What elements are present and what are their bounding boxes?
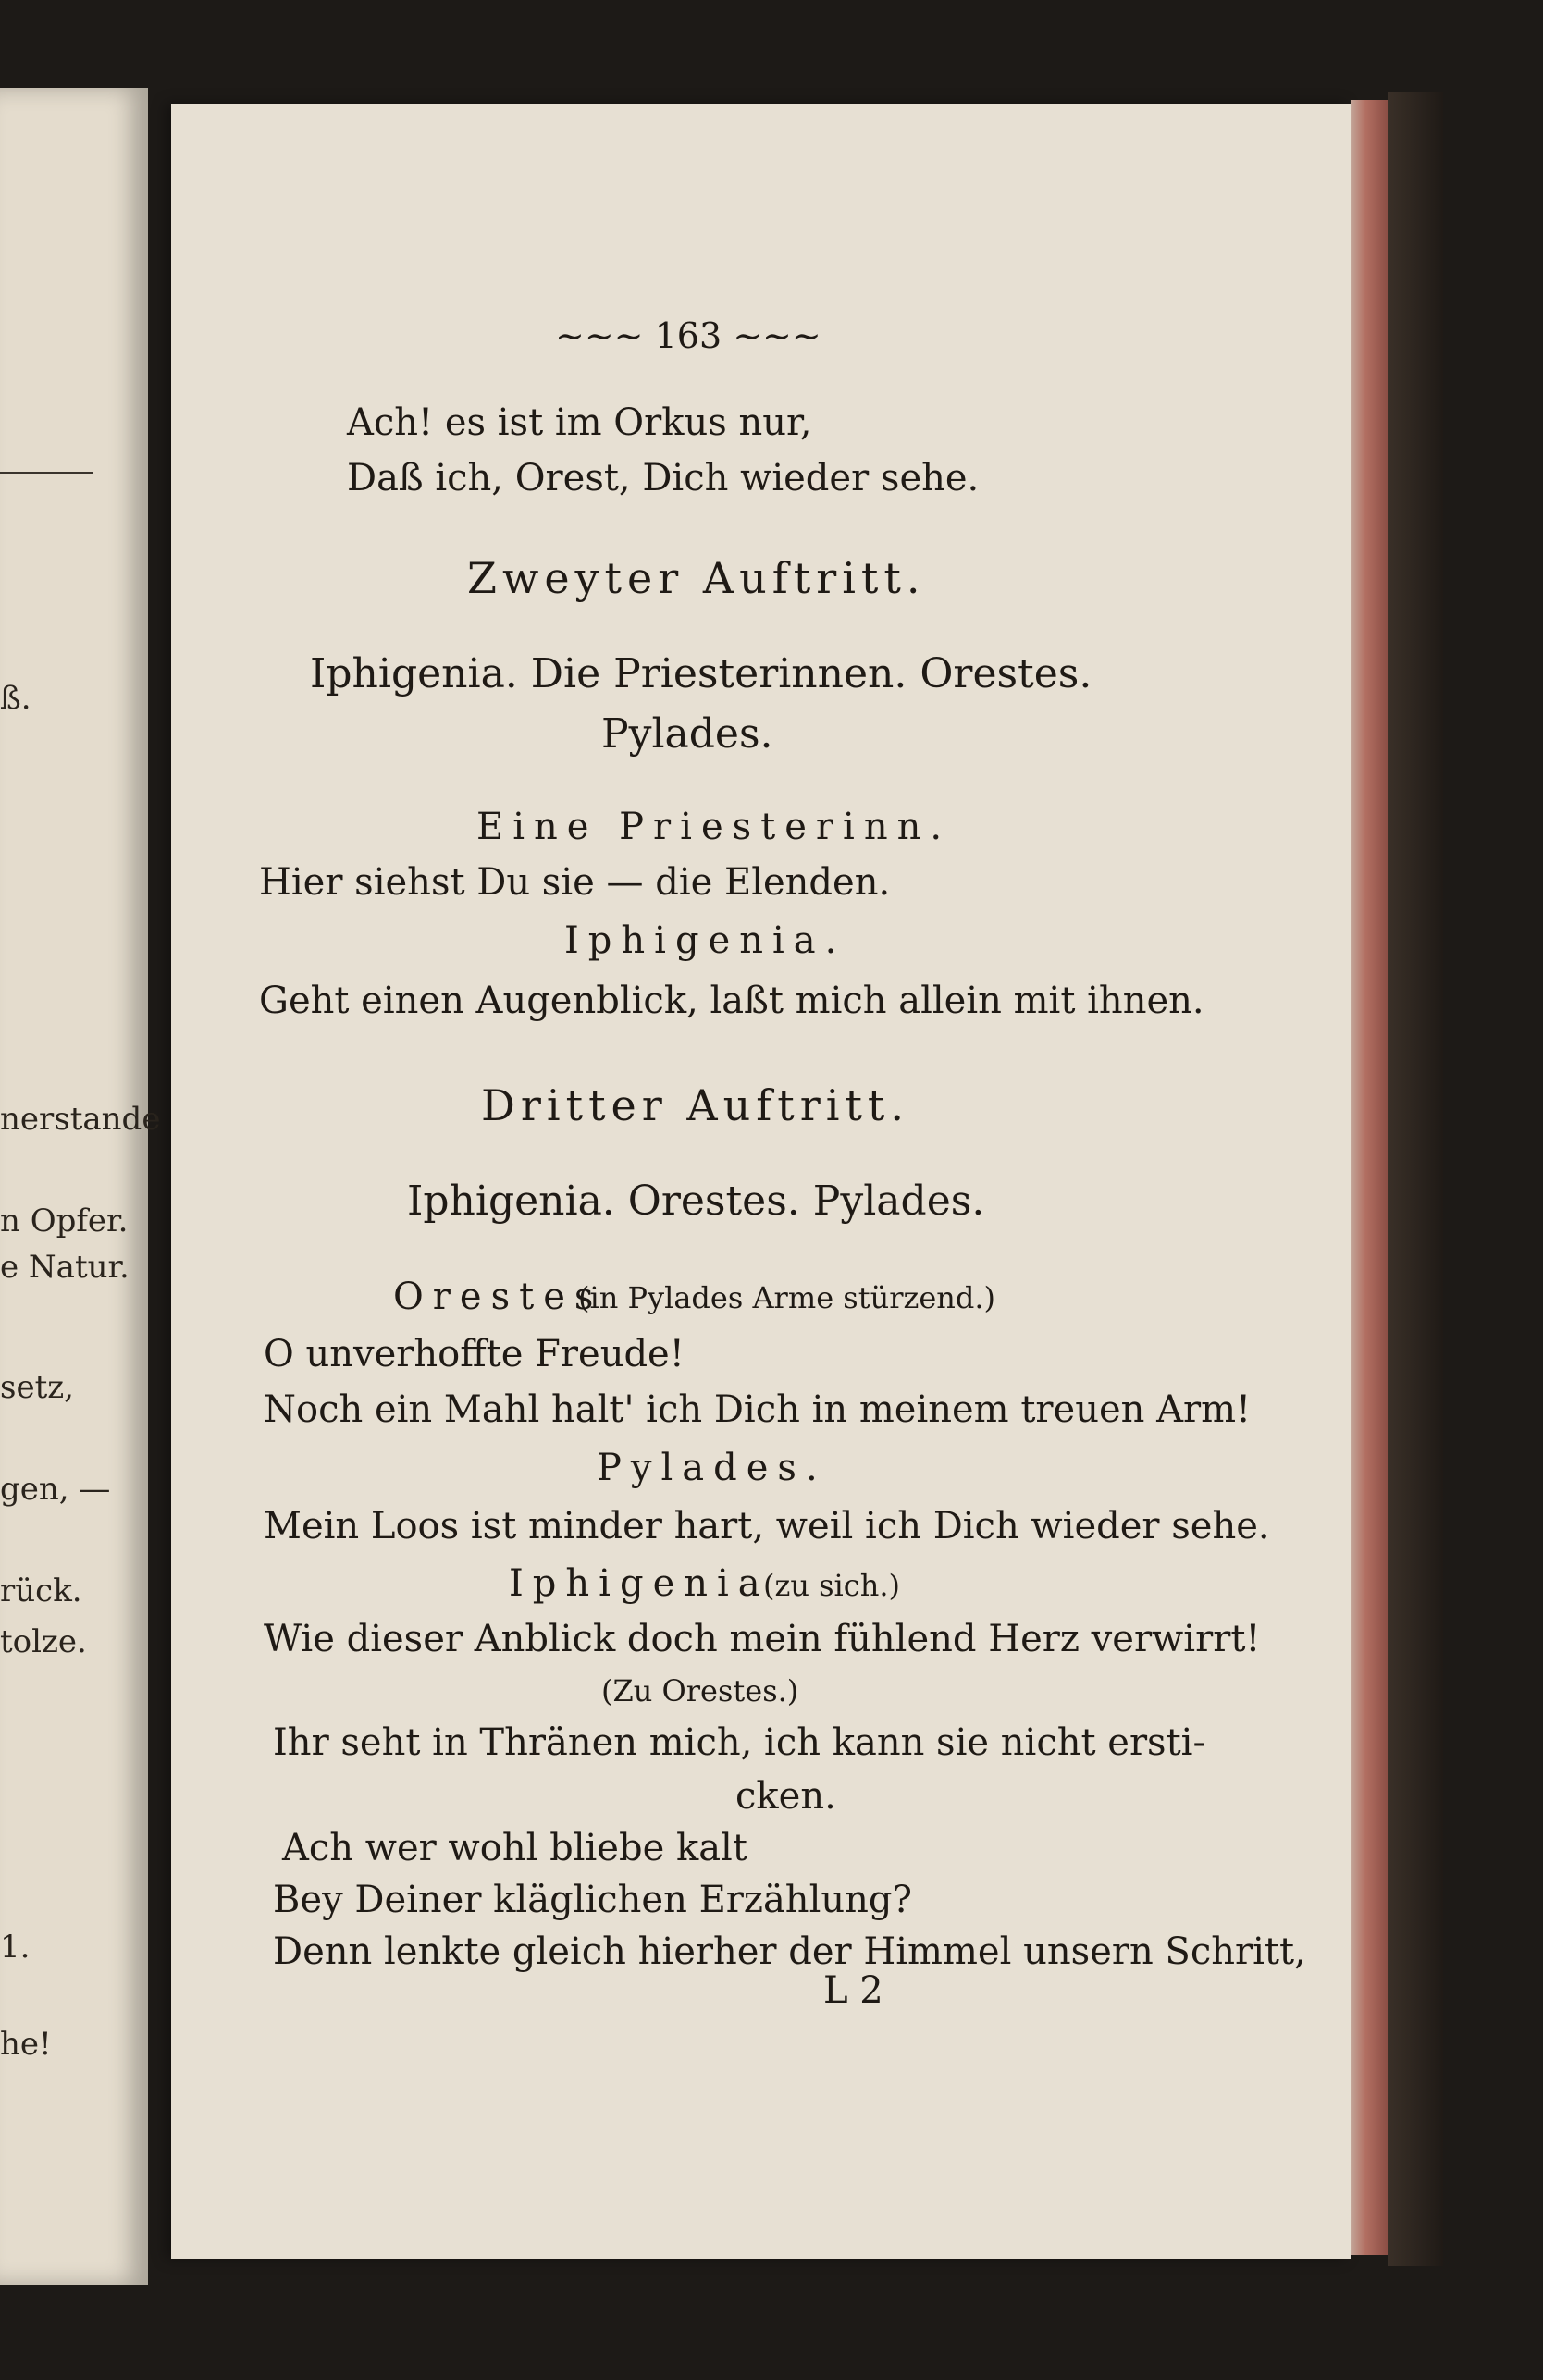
- verse-line: Ihr seht in Thränen mich, ich kann sie nicht ersti-: [273, 1721, 1205, 1764]
- left-fragment: he!: [0, 2026, 52, 2063]
- verse-line: Hier siehst Du sie — die Elenden.: [259, 861, 891, 904]
- left-page-edge: [0, 88, 161, 2285]
- verse-line: Geht einen Augenblick, laßt mich allein mit ihnen.: [259, 980, 1204, 1022]
- stage-direction: (in Pylades Arme stürzend.): [578, 1280, 996, 1315]
- left-page-rule: [0, 472, 93, 474]
- left-fragment: gen, —: [0, 1471, 111, 1508]
- speaker-name: Orestes: [393, 1276, 603, 1318]
- cast-list: Pylades.: [601, 710, 773, 758]
- stage-direction: (Zu Orestes.): [601, 1673, 799, 1708]
- verse-line: Ach! es ist im Orkus nur,: [347, 401, 812, 444]
- speaker-name: Eine Priesterinn.: [476, 806, 952, 848]
- page-edge-red: [1351, 100, 1388, 2255]
- scene-heading: Zweyter Auftritt.: [467, 553, 926, 603]
- left-fragment: setz,: [0, 1369, 74, 1406]
- left-fragment: e Natur.: [0, 1249, 130, 1286]
- page-number: ~~~ 163 ~~~: [555, 315, 821, 356]
- verse-line: Noch ein Mahl halt' ich Dich in meinem treuen Arm!: [264, 1388, 1252, 1431]
- verse-line: Wie dieser Anblick doch mein fühlend Herz verwirrt!: [264, 1618, 1261, 1660]
- book-cover: [1388, 92, 1443, 2266]
- speaker-name: Iphigenia.: [564, 919, 846, 962]
- verse-line: Bey Deiner kläglichen Erzählung?: [273, 1879, 912, 1921]
- signature-mark: L 2: [823, 1969, 883, 2012]
- stage-direction: (zu sich.): [763, 1568, 900, 1603]
- left-fragment: n Opfer.: [0, 1202, 129, 1239]
- left-fragment: ß.: [0, 680, 31, 717]
- left-fragment: nerstande: [0, 1101, 161, 1138]
- speaker-name: Pylades.: [597, 1447, 827, 1489]
- verse-line: Daß ich, Orest, Dich wieder sehe.: [347, 457, 980, 499]
- left-fragment: 1.: [0, 1929, 31, 1966]
- verse-line: Ach wer wohl bliebe kalt: [282, 1827, 747, 1869]
- book-page: [171, 104, 1351, 2259]
- scene-heading: Dritter Auftritt.: [481, 1080, 910, 1130]
- speaker-name: Iphigenia: [509, 1562, 770, 1605]
- cast-list: Iphigenia. Die Priesterinnen. Orestes.: [310, 650, 1092, 697]
- verse-line: cken.: [735, 1775, 836, 1818]
- left-fragment: tolze.: [0, 1623, 87, 1660]
- verse-line: Denn lenkte gleich hierher der Himmel unsern Schritt,: [273, 1930, 1306, 1973]
- left-fragment: rück.: [0, 1572, 82, 1609]
- verse-line: Mein Loos ist minder hart, weil ich Dich wieder sehe.: [264, 1505, 1270, 1548]
- cast-list: Iphigenia. Orestes. Pylades.: [407, 1178, 985, 1225]
- verse-line: O unverhoffte Freude!: [264, 1333, 685, 1375]
